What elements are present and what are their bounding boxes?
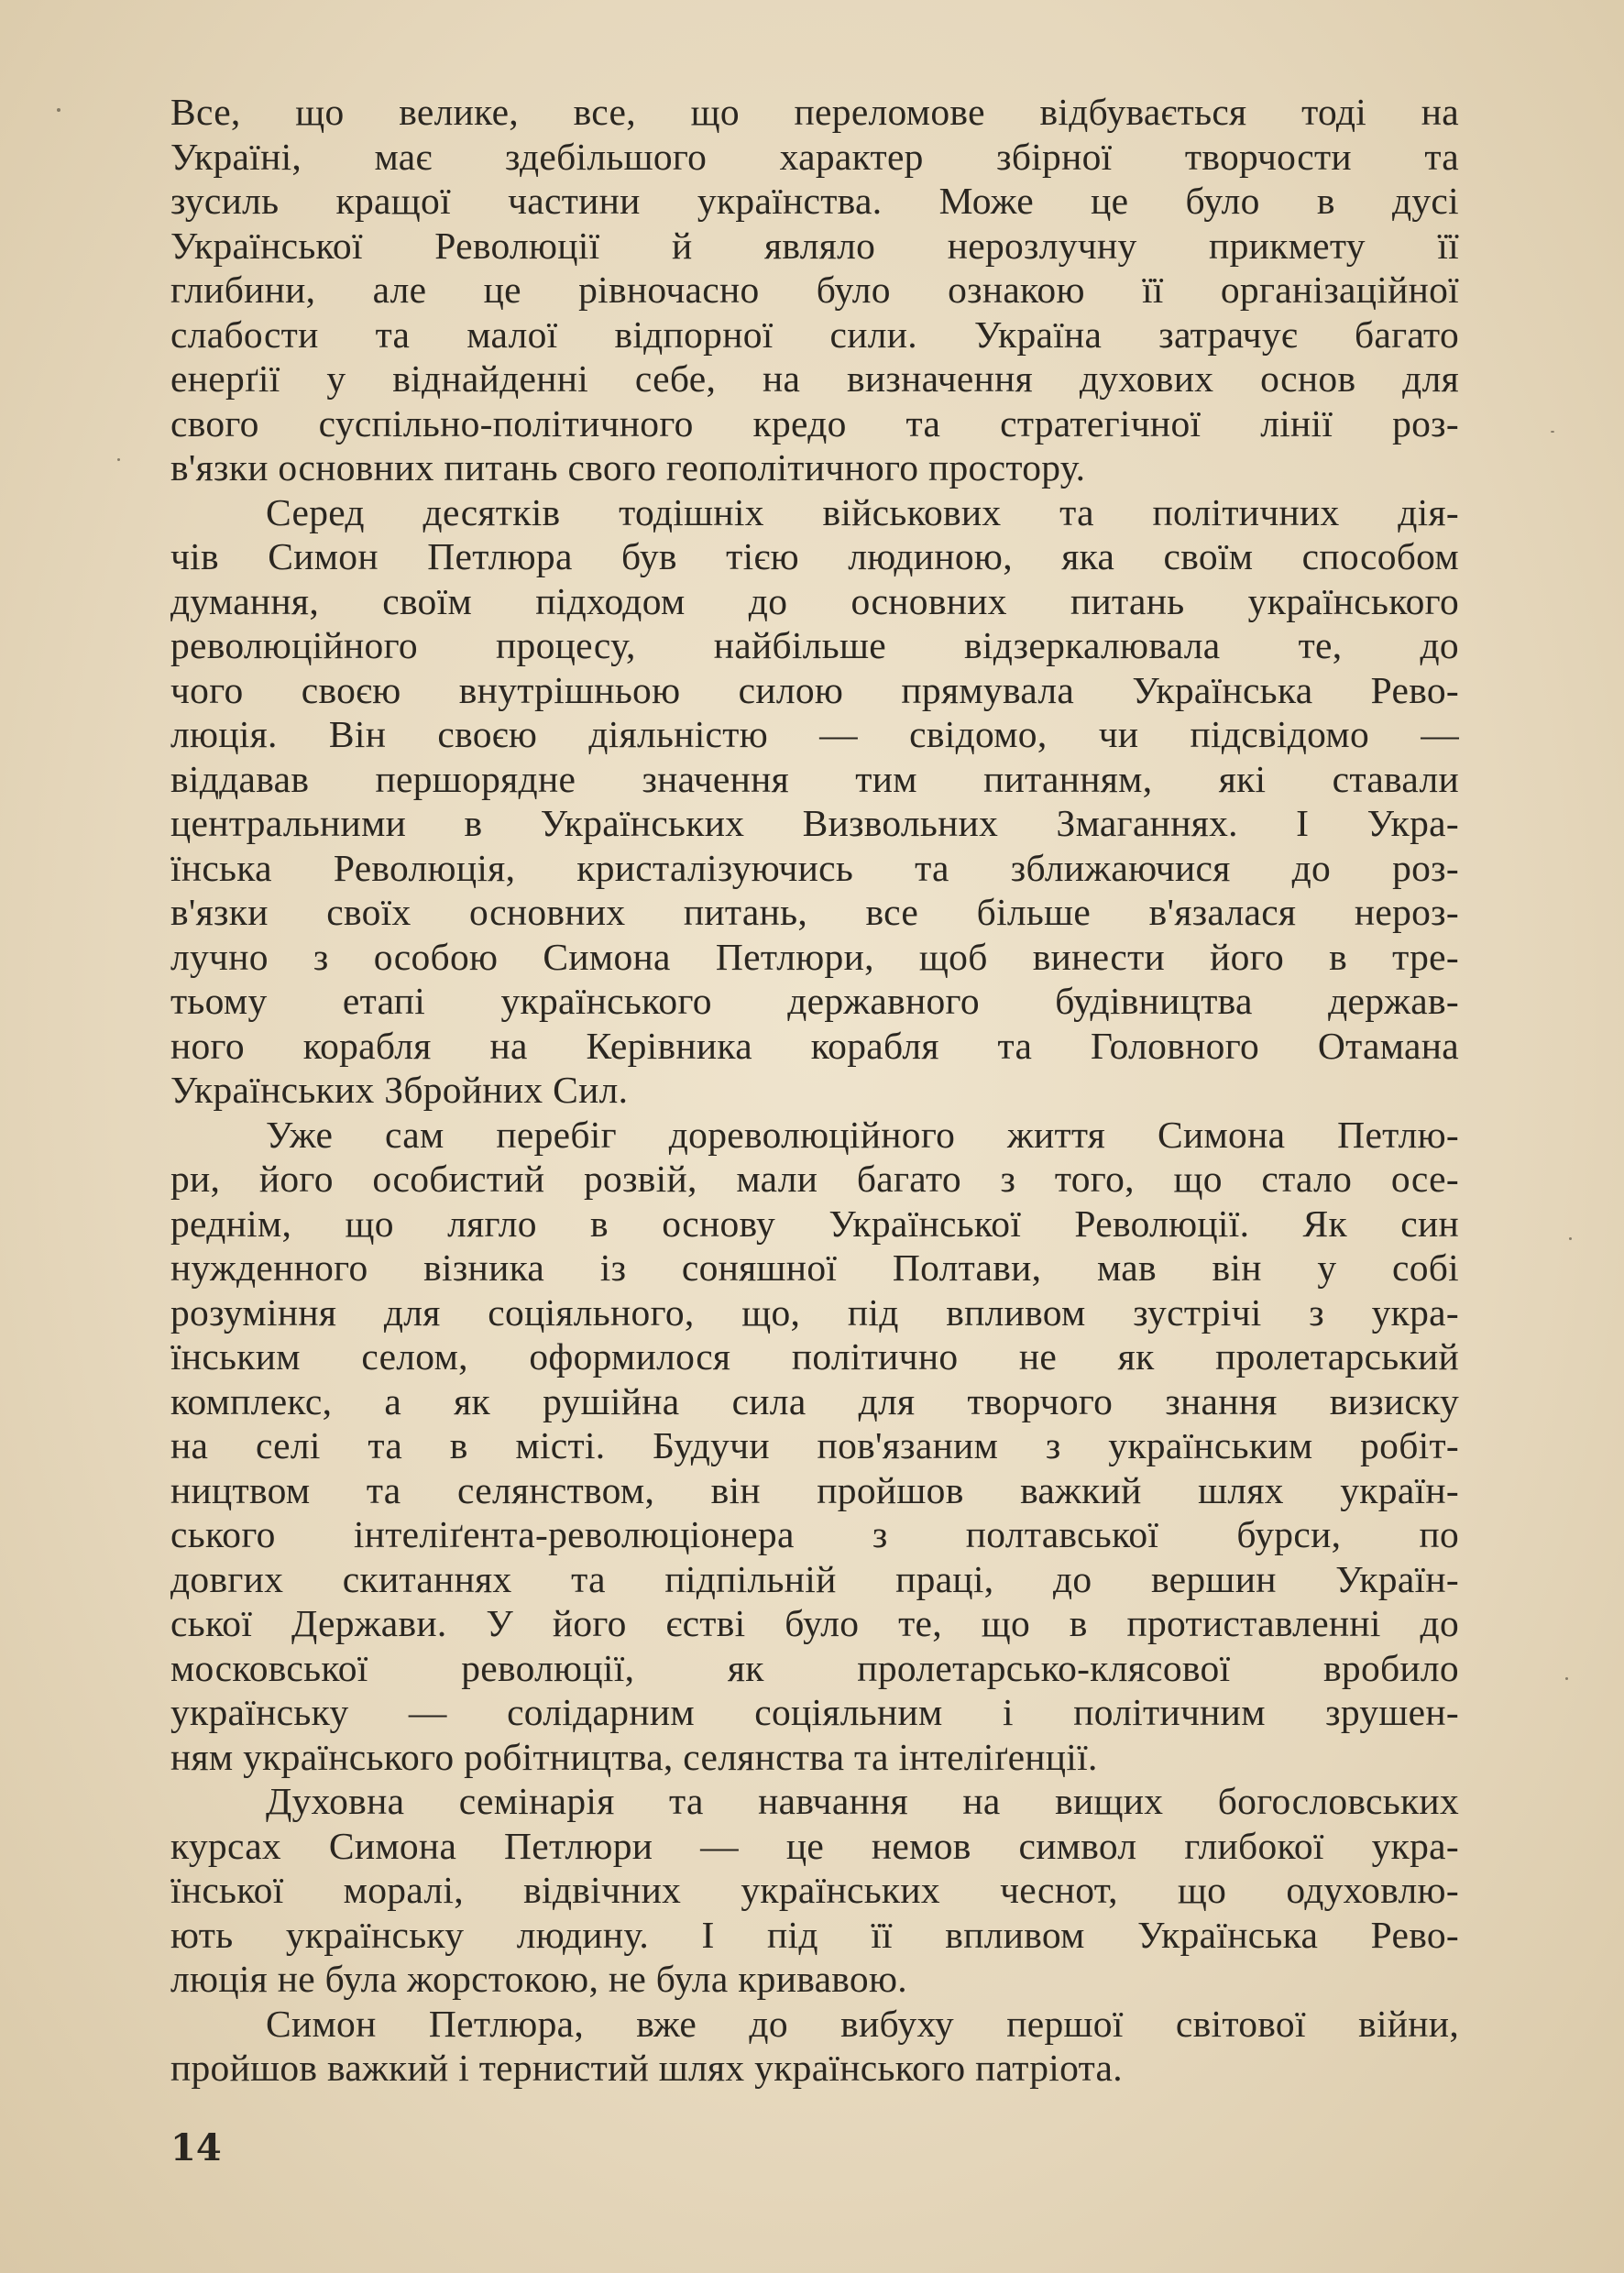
text-line: розуміння для соціяльного, що, під впливом зустрічі з укра- [170, 1290, 1459, 1334]
paper-speck [117, 458, 120, 461]
text-line: реднім, що лягло в основу Української Революції. Як син [170, 1202, 1459, 1245]
text-line: чів Симон Петлюра був тією людиною, яка своїм способом [170, 535, 1459, 577]
text-line: Все, що велике, все, що переломове відбувається тоді на [170, 91, 1459, 133]
text-line: лучно з особою Симона Петлюри, щоб винести його в тре- [170, 935, 1459, 978]
text-line: Українських Збройних Сил. [170, 1069, 629, 1111]
text-line: ництвом та селянством, він пройшов важкий шлях україн- [170, 1468, 1459, 1511]
text-line: Духовна семінарія та навчання на вищих богословських [266, 1780, 1459, 1822]
paragraph [170, 90, 1459, 490]
text-line: революційного процесу, найбільше відзеркалювала те, до [170, 624, 1459, 666]
text-line: енерґії у віднайденні себе, на визначення духових основ для [170, 357, 1459, 400]
text-line: ри, його особистий розвій, мали багато з того, що стало осе- [170, 1158, 1459, 1200]
text-line: ють українську людину. І під її впливом Українська Рево- [170, 1913, 1459, 1956]
body-text [170, 90, 1459, 2091]
text-line: зусиль кращої частини українства. Може це було в дусі [170, 180, 1459, 222]
text-line: свого суспільно-політичного кредо та стратегічної лінії роз- [170, 401, 1459, 445]
text-line: люція не була жорстокою, не була кривавою. [170, 1958, 907, 2000]
text-line: віддавав першорядне значення тим питанням, які ставали [170, 757, 1459, 800]
text-line: їнська Революція, кристалізуючись та зближаючися до роз- [170, 846, 1459, 889]
text-line: на селі та в місті. Будучи пов'язаним з українським робіт- [170, 1424, 1459, 1466]
text-line: Уже сам перебіг дореволюційного життя Симона Петлю- [266, 1113, 1459, 1156]
text-line: їнської моралі, відвічних українських чеснот, що одуховлю- [170, 1869, 1459, 1911]
text-line: слабости та малої відпорної сили. Україна затрачує багато [170, 313, 1459, 356]
text-line: Україні, має здебільшого характер збірної творчости та [170, 135, 1459, 178]
paper-speck [1565, 1677, 1568, 1680]
page-number: 14 [170, 2126, 222, 2169]
text-line: ської Держави. У його єстві було те, що в протиставленні до [170, 1602, 1459, 1644]
text-line: комплекс, а як рушійна сила для творчого знання визиску [170, 1379, 1459, 1422]
text-line: ного корабля на Керівника корабля та Головного Отамана [170, 1024, 1459, 1067]
text-line: глибини, але це рівночасно було ознакою її організаційної [170, 269, 1459, 311]
paper-speck [1569, 1237, 1572, 1240]
text-line: думання, своїм підходом до основних питань українського [170, 579, 1459, 622]
text-line: Серед десятків тодішніх військових та політичних дія- [266, 490, 1459, 533]
text-line: ського інтеліґента-революціонера з полтавської бурси, по [170, 1513, 1459, 1555]
text-line: курсах Симона Петлюри — це немов символ глибокої укра- [170, 1824, 1459, 1867]
text-line: нужденного візника із соняшної Полтави, мав він у собі [170, 1246, 1459, 1289]
text-line: московської революції, як пролетарсько-клясової вробило [170, 1646, 1459, 1689]
paragraph [170, 1113, 1459, 1780]
paper-speck [57, 108, 60, 112]
text-line: в'язки основних питань свого геополітичного простору. [170, 446, 1086, 489]
text-line: їнським селом, оформилося політично не як пролетарський [170, 1335, 1459, 1378]
text-line: в'язки своїх основних питань, все більше в'язалася нероз- [170, 891, 1459, 933]
text-line: довгих скитаннях та підпільній праці, до вершин Україн- [170, 1557, 1459, 1600]
text-line: тьому етапі українського державного будівництва держав- [170, 980, 1459, 1022]
text-line: пройшов важкий і тернистий шлях українського патріота. [170, 2047, 1123, 2089]
text-line: Української Революції й являло нерозлучну прикмету її [170, 224, 1459, 267]
paragraph [170, 2002, 1459, 2091]
text-line: Симон Петлюра, вже до вибуху першої світової війни, [266, 2002, 1459, 2045]
text-line: українську — солідарним соціяльним і політичним зрушен- [170, 1691, 1459, 1733]
text-line: люція. Він своєю діяльністю — свідомо, чи підсвідомо — [170, 713, 1459, 755]
text-line: чого своєю внутрішньою силою прямувала Українська Рево- [170, 668, 1459, 711]
text-line: центральними в Українських Визвольних Змаганнях. І Укра- [170, 802, 1459, 844]
paragraph [170, 1779, 1459, 2002]
paragraph [170, 490, 1459, 1113]
text-line: ням українського робітництва, селянства та інтеліґенції. [170, 1735, 1098, 1778]
paper-speck [1551, 431, 1554, 433]
